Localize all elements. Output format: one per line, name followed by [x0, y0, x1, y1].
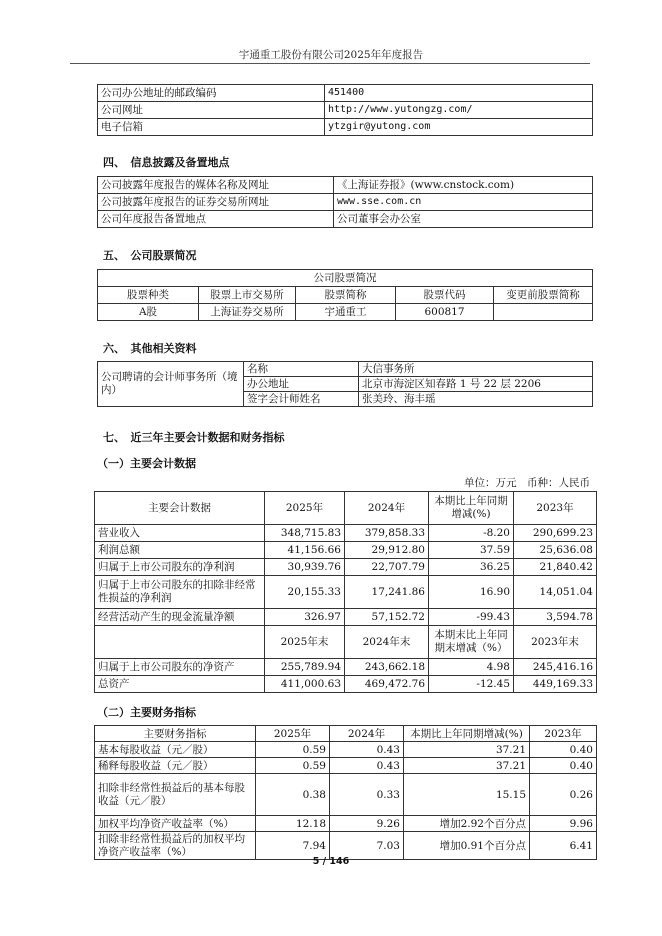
cell: 29,912.80	[345, 542, 429, 559]
acct-header: 本期比上年同期增减(%)	[429, 492, 514, 525]
section5-title: 五、 公司股票简况	[103, 249, 197, 262]
cell: 469,472.76	[345, 676, 429, 693]
section4-title: 四、 信息披露及备置地点	[103, 156, 230, 169]
table-row	[95, 542, 597, 559]
row-label: 归属于上市公司股东的净利润	[95, 559, 265, 576]
stock-code: 600817	[396, 304, 494, 321]
section6-title: 六、 其他相关资料	[103, 342, 197, 355]
cell: -12.45	[429, 676, 514, 693]
postcode-label: 公司办公地址的邮政编码	[98, 85, 325, 102]
table-row	[95, 758, 597, 774]
stock-former-abbr	[494, 304, 593, 321]
table-row	[95, 576, 597, 609]
cell: 0.43	[330, 742, 404, 758]
row-label: 归属于上市公司股东的扣除非经常性损益的净利润	[95, 576, 265, 609]
unit-label: 单位：万元 币种：人民币	[464, 477, 590, 489]
cell: 379,858.33	[345, 525, 429, 542]
media-label: 公司披露年度报告的媒体名称及网址	[98, 177, 334, 194]
cell: 16.90	[429, 576, 514, 609]
cell: 17,241.86	[345, 576, 429, 609]
cell: 6.41	[530, 832, 597, 860]
table-row	[95, 525, 597, 542]
auditor-signer-value: 张美玲、海丰瑶	[359, 392, 593, 407]
cell: -8.20	[429, 525, 514, 542]
acct-subtitle: （一）主要会计数据	[97, 457, 196, 470]
stock-header: 股票种类	[98, 287, 199, 304]
auditor-name-label: 名称	[244, 362, 359, 377]
fin-header: 本期比上年同期增减(%)	[404, 726, 530, 742]
report-location-value: 公司董事会办公室	[334, 211, 593, 228]
acct-header: 2024年	[345, 492, 429, 525]
row-label: 经营活动产生的现金流量净额	[95, 609, 265, 626]
cell: 30,939.76	[265, 559, 345, 576]
stock-table	[97, 269, 593, 321]
cell: 7.03	[330, 832, 404, 860]
cell: 0.40	[530, 758, 597, 774]
table-row	[95, 659, 597, 676]
table-row	[95, 676, 597, 693]
page-number: 5 / 146	[312, 856, 350, 867]
postcode-value: 451400	[325, 85, 593, 102]
cell: 255,789.94	[265, 659, 345, 676]
fin-header: 2024年	[330, 726, 404, 742]
fin-subtitle: （二）主要财务指标	[97, 706, 196, 719]
cell: -99.43	[429, 609, 514, 626]
exchange-site-label: 公司披露年度报告的证券交易所网址	[98, 194, 334, 211]
cell: 增加2.92个百分点	[404, 816, 530, 832]
fin-header: 2025年	[256, 726, 330, 742]
accounting-data-table	[94, 491, 597, 693]
header-rule	[70, 63, 590, 64]
stock-table-title: 公司股票简况	[98, 270, 593, 287]
fin-header: 2023年	[530, 726, 597, 742]
stock-header: 股票简称	[296, 287, 396, 304]
fin-header: 主要财务指标	[95, 726, 256, 742]
cell: 25,636.08	[514, 542, 597, 559]
cell: 37.21	[404, 758, 530, 774]
cell: 0.59	[256, 742, 330, 758]
empty-header	[95, 626, 265, 659]
cell: 326.97	[265, 609, 345, 626]
auditor-table	[97, 361, 593, 407]
stock-exchange: 上海证券交易所	[199, 304, 296, 321]
cell: 449,169.33	[514, 676, 597, 693]
contact-table	[97, 84, 593, 136]
acct-header2: 2024年末	[345, 626, 429, 659]
auditor-label: 公司聘请的会计师事务所（境内）	[98, 362, 244, 407]
table-row	[95, 559, 597, 576]
acct-header2: 本期末比上年同期末增减（%）	[429, 626, 514, 659]
acct-header2: 2025年末	[265, 626, 345, 659]
cell: 243,662.18	[345, 659, 429, 676]
cell: 9.26	[330, 816, 404, 832]
media-value: 《上海证券报》(www.cnstock.com)	[334, 177, 593, 194]
cell: 3,594.78	[514, 609, 597, 626]
email-label: 电子信箱	[98, 119, 325, 136]
cell: 0.40	[530, 742, 597, 758]
cell: 36.25	[429, 559, 514, 576]
cell: 41,156.66	[265, 542, 345, 559]
cell: 411,000.63	[265, 676, 345, 693]
table-row	[95, 816, 597, 832]
section7-title: 七、 近三年主要会计数据和财务指标	[103, 431, 285, 444]
table-row	[95, 774, 597, 816]
acct-header: 2025年	[265, 492, 345, 525]
cell: 37.59	[429, 542, 514, 559]
row-label: 稀释每股收益（元／股）	[95, 758, 256, 774]
row-label: 加权平均净资产收益率（%）	[95, 816, 256, 832]
cell: 15.15	[404, 774, 530, 816]
cell: 20,155.33	[265, 576, 345, 609]
exchange-site-value: www.sse.com.cn	[334, 194, 593, 211]
cell: 0.38	[256, 774, 330, 816]
email-link[interactable]: ytzgir@yutong.com	[325, 119, 593, 136]
stock-type: A股	[98, 304, 199, 321]
cell: 4.98	[429, 659, 514, 676]
row-label: 总资产	[95, 676, 265, 693]
auditor-signer-label: 签字会计师姓名	[244, 392, 359, 407]
stock-header: 变更前股票简称	[494, 287, 593, 304]
acct-header: 主要会计数据	[95, 492, 265, 525]
cell: 0.33	[330, 774, 404, 816]
cell: 348,715.83	[265, 525, 345, 542]
report-location-label: 公司年度报告备置地点	[98, 211, 334, 228]
row-label: 扣除非经常性损益后的基本每股收益（元／股）	[95, 774, 256, 816]
cell: 37.21	[404, 742, 530, 758]
cell: 290,699.23	[514, 525, 597, 542]
table-row	[95, 742, 597, 758]
row-label: 基本每股收益（元／股）	[95, 742, 256, 758]
page-header: 宇通重工股份有限公司2025年年度报告	[238, 49, 424, 61]
cell: 245,416.16	[514, 659, 597, 676]
financial-indicator-table	[94, 725, 597, 860]
disclosure-table	[97, 176, 593, 228]
cell: 21,840.42	[514, 559, 597, 576]
cell: 0.26	[530, 774, 597, 816]
cell: 22,707.79	[345, 559, 429, 576]
row-label: 营业收入	[95, 525, 265, 542]
stock-header: 股票上市交易所	[199, 287, 296, 304]
acct-header: 2023年	[514, 492, 597, 525]
cell: 0.59	[256, 758, 330, 774]
acct-header2: 2023年末	[514, 626, 597, 659]
website-link[interactable]: http://www.yutongzg.com/	[325, 102, 593, 119]
row-label: 扣除非经常性损益后的加权平均净资产收益率（%）	[95, 832, 256, 860]
cell: 增加0.91个百分点	[404, 832, 530, 860]
cell: 9.96	[530, 816, 597, 832]
stock-abbr: 宇通重工	[296, 304, 396, 321]
cell: 0.43	[330, 758, 404, 774]
table-row	[95, 609, 597, 626]
cell: 14,051.04	[514, 576, 597, 609]
cell: 12.18	[256, 816, 330, 832]
cell: 57,152.72	[345, 609, 429, 626]
row-label: 利润总额	[95, 542, 265, 559]
auditor-address-label: 办公地址	[244, 377, 359, 392]
row-label: 归属于上市公司股东的净资产	[95, 659, 265, 676]
auditor-address-value: 北京市海淀区知春路 1 号 22 层 2206	[359, 377, 593, 392]
stock-header: 股票代码	[396, 287, 494, 304]
cell: 7.94	[256, 832, 330, 860]
website-label: 公司网址	[98, 102, 325, 119]
auditor-name-value: 大信事务所	[359, 362, 593, 377]
